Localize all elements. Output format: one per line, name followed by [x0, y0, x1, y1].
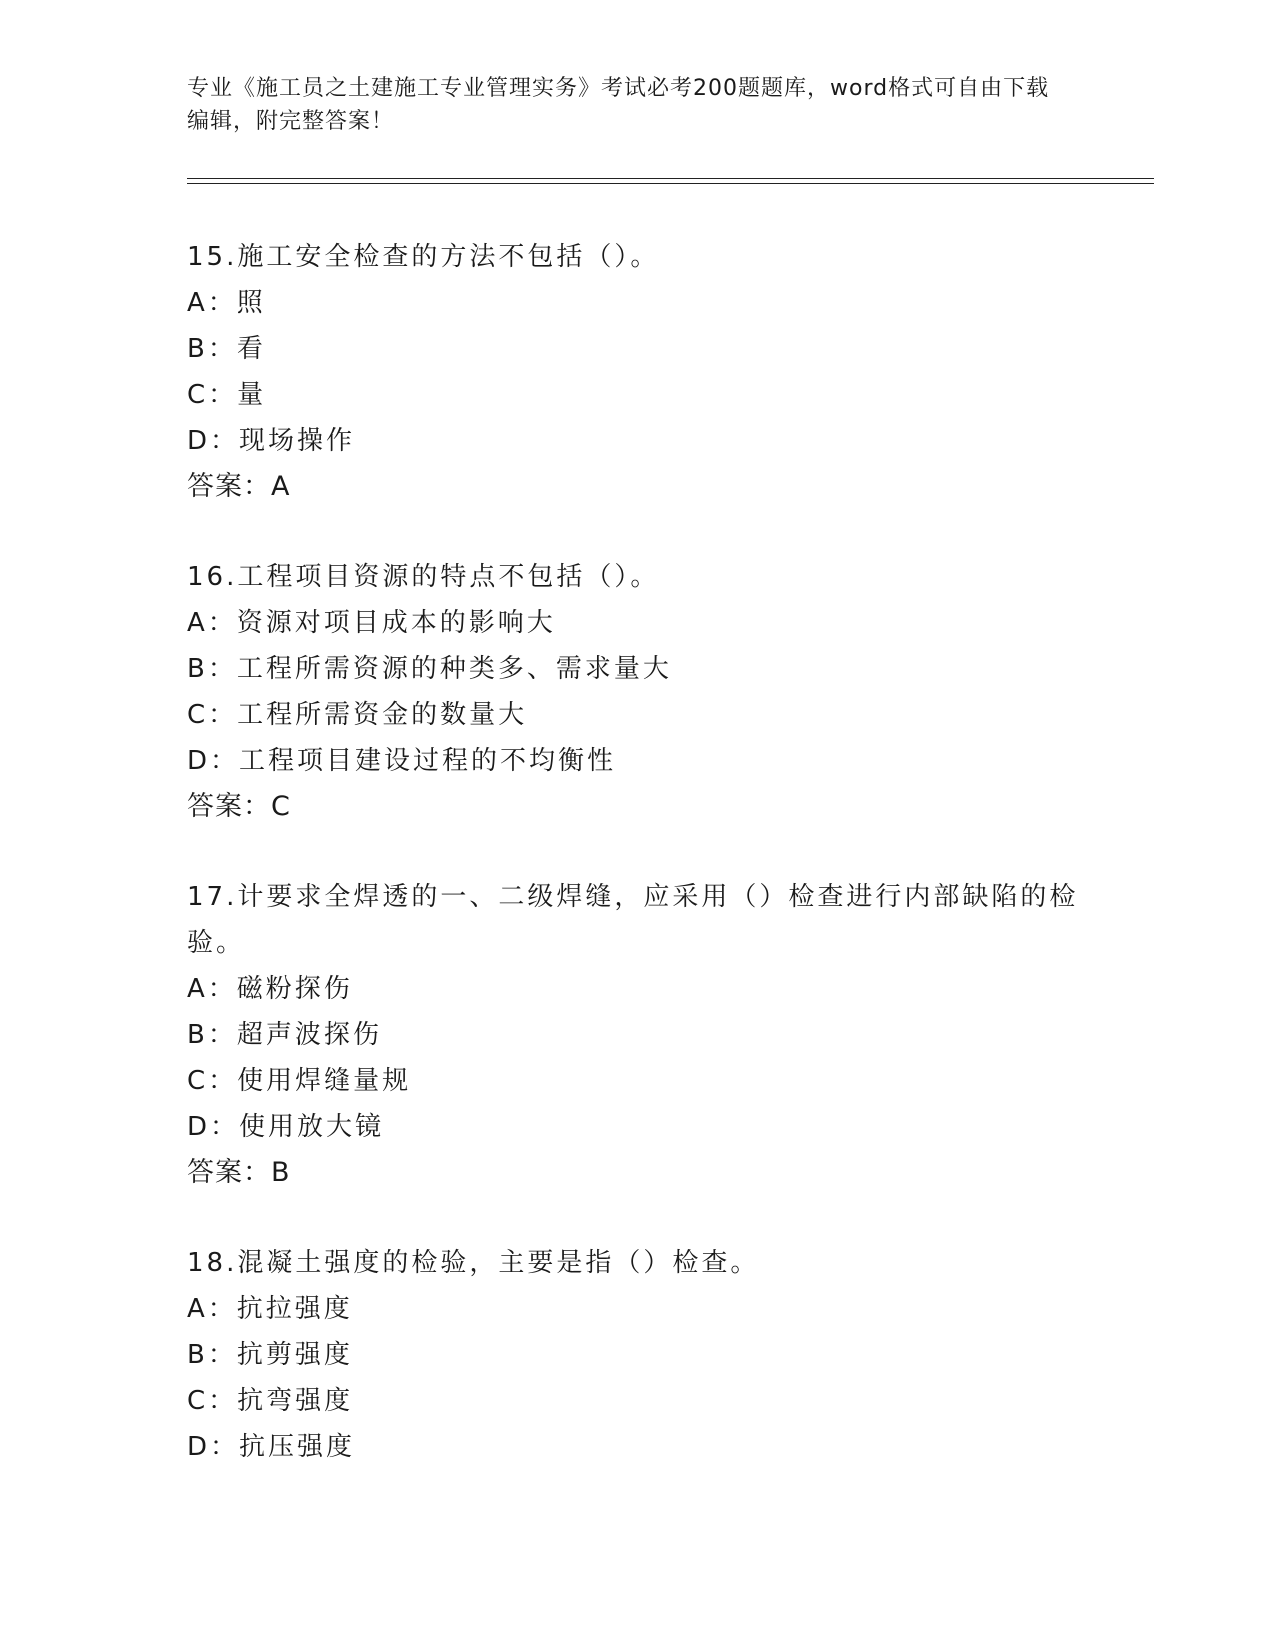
question-title: 15.施工安全检查的方法不包括（）。 [187, 242, 660, 272]
answer: 答案：C [187, 791, 291, 822]
option-b: B：抗剪强度 [187, 1340, 353, 1370]
header-divider-top [187, 178, 1154, 179]
option-d: D：工程项目建设过程的不均衡性 [187, 746, 617, 776]
option-a: A：磁粉探伤 [187, 974, 353, 1004]
option-b: B：工程所需资源的种类多、需求量大 [187, 654, 672, 684]
option-a: A：照 [187, 288, 266, 318]
answer: 答案：A [187, 471, 291, 502]
option-d: D：现场操作 [187, 426, 356, 456]
question-18 [187, 1240, 1087, 1470]
answer: 答案：B [187, 1157, 291, 1188]
question-title: 16.工程项目资源的特点不包括（）。 [187, 562, 660, 592]
option-d: D：抗压强度 [187, 1432, 356, 1462]
question-16 [187, 554, 1087, 830]
option-b: B：超声波探伤 [187, 1020, 382, 1050]
option-a: A：资源对项目成本的影响大 [187, 608, 556, 638]
document-header: 专业《施工员之土建施工专业管理实务》考试必考200题题库，word格式可自由下载编辑，附完整答案！ [187, 76, 1050, 134]
option-c: C：量 [187, 380, 267, 410]
question-17 [187, 874, 1087, 1196]
question-15 [187, 234, 1087, 510]
option-b: B：看 [187, 334, 266, 364]
option-c: C：使用焊缝量规 [187, 1066, 412, 1096]
option-c: C：抗弯强度 [187, 1386, 354, 1416]
question-title: 17.计要求全焊透的一、二级焊缝，应采用（）检查进行内部缺陷的检验。 [187, 882, 1079, 958]
option-a: A：抗拉强度 [187, 1294, 353, 1324]
header-divider-bottom [187, 183, 1154, 184]
question-title: 18.混凝土强度的检验，主要是指（）检查。 [187, 1248, 760, 1278]
option-c: C：工程所需资金的数量大 [187, 700, 528, 730]
option-d: D：使用放大镜 [187, 1112, 385, 1142]
